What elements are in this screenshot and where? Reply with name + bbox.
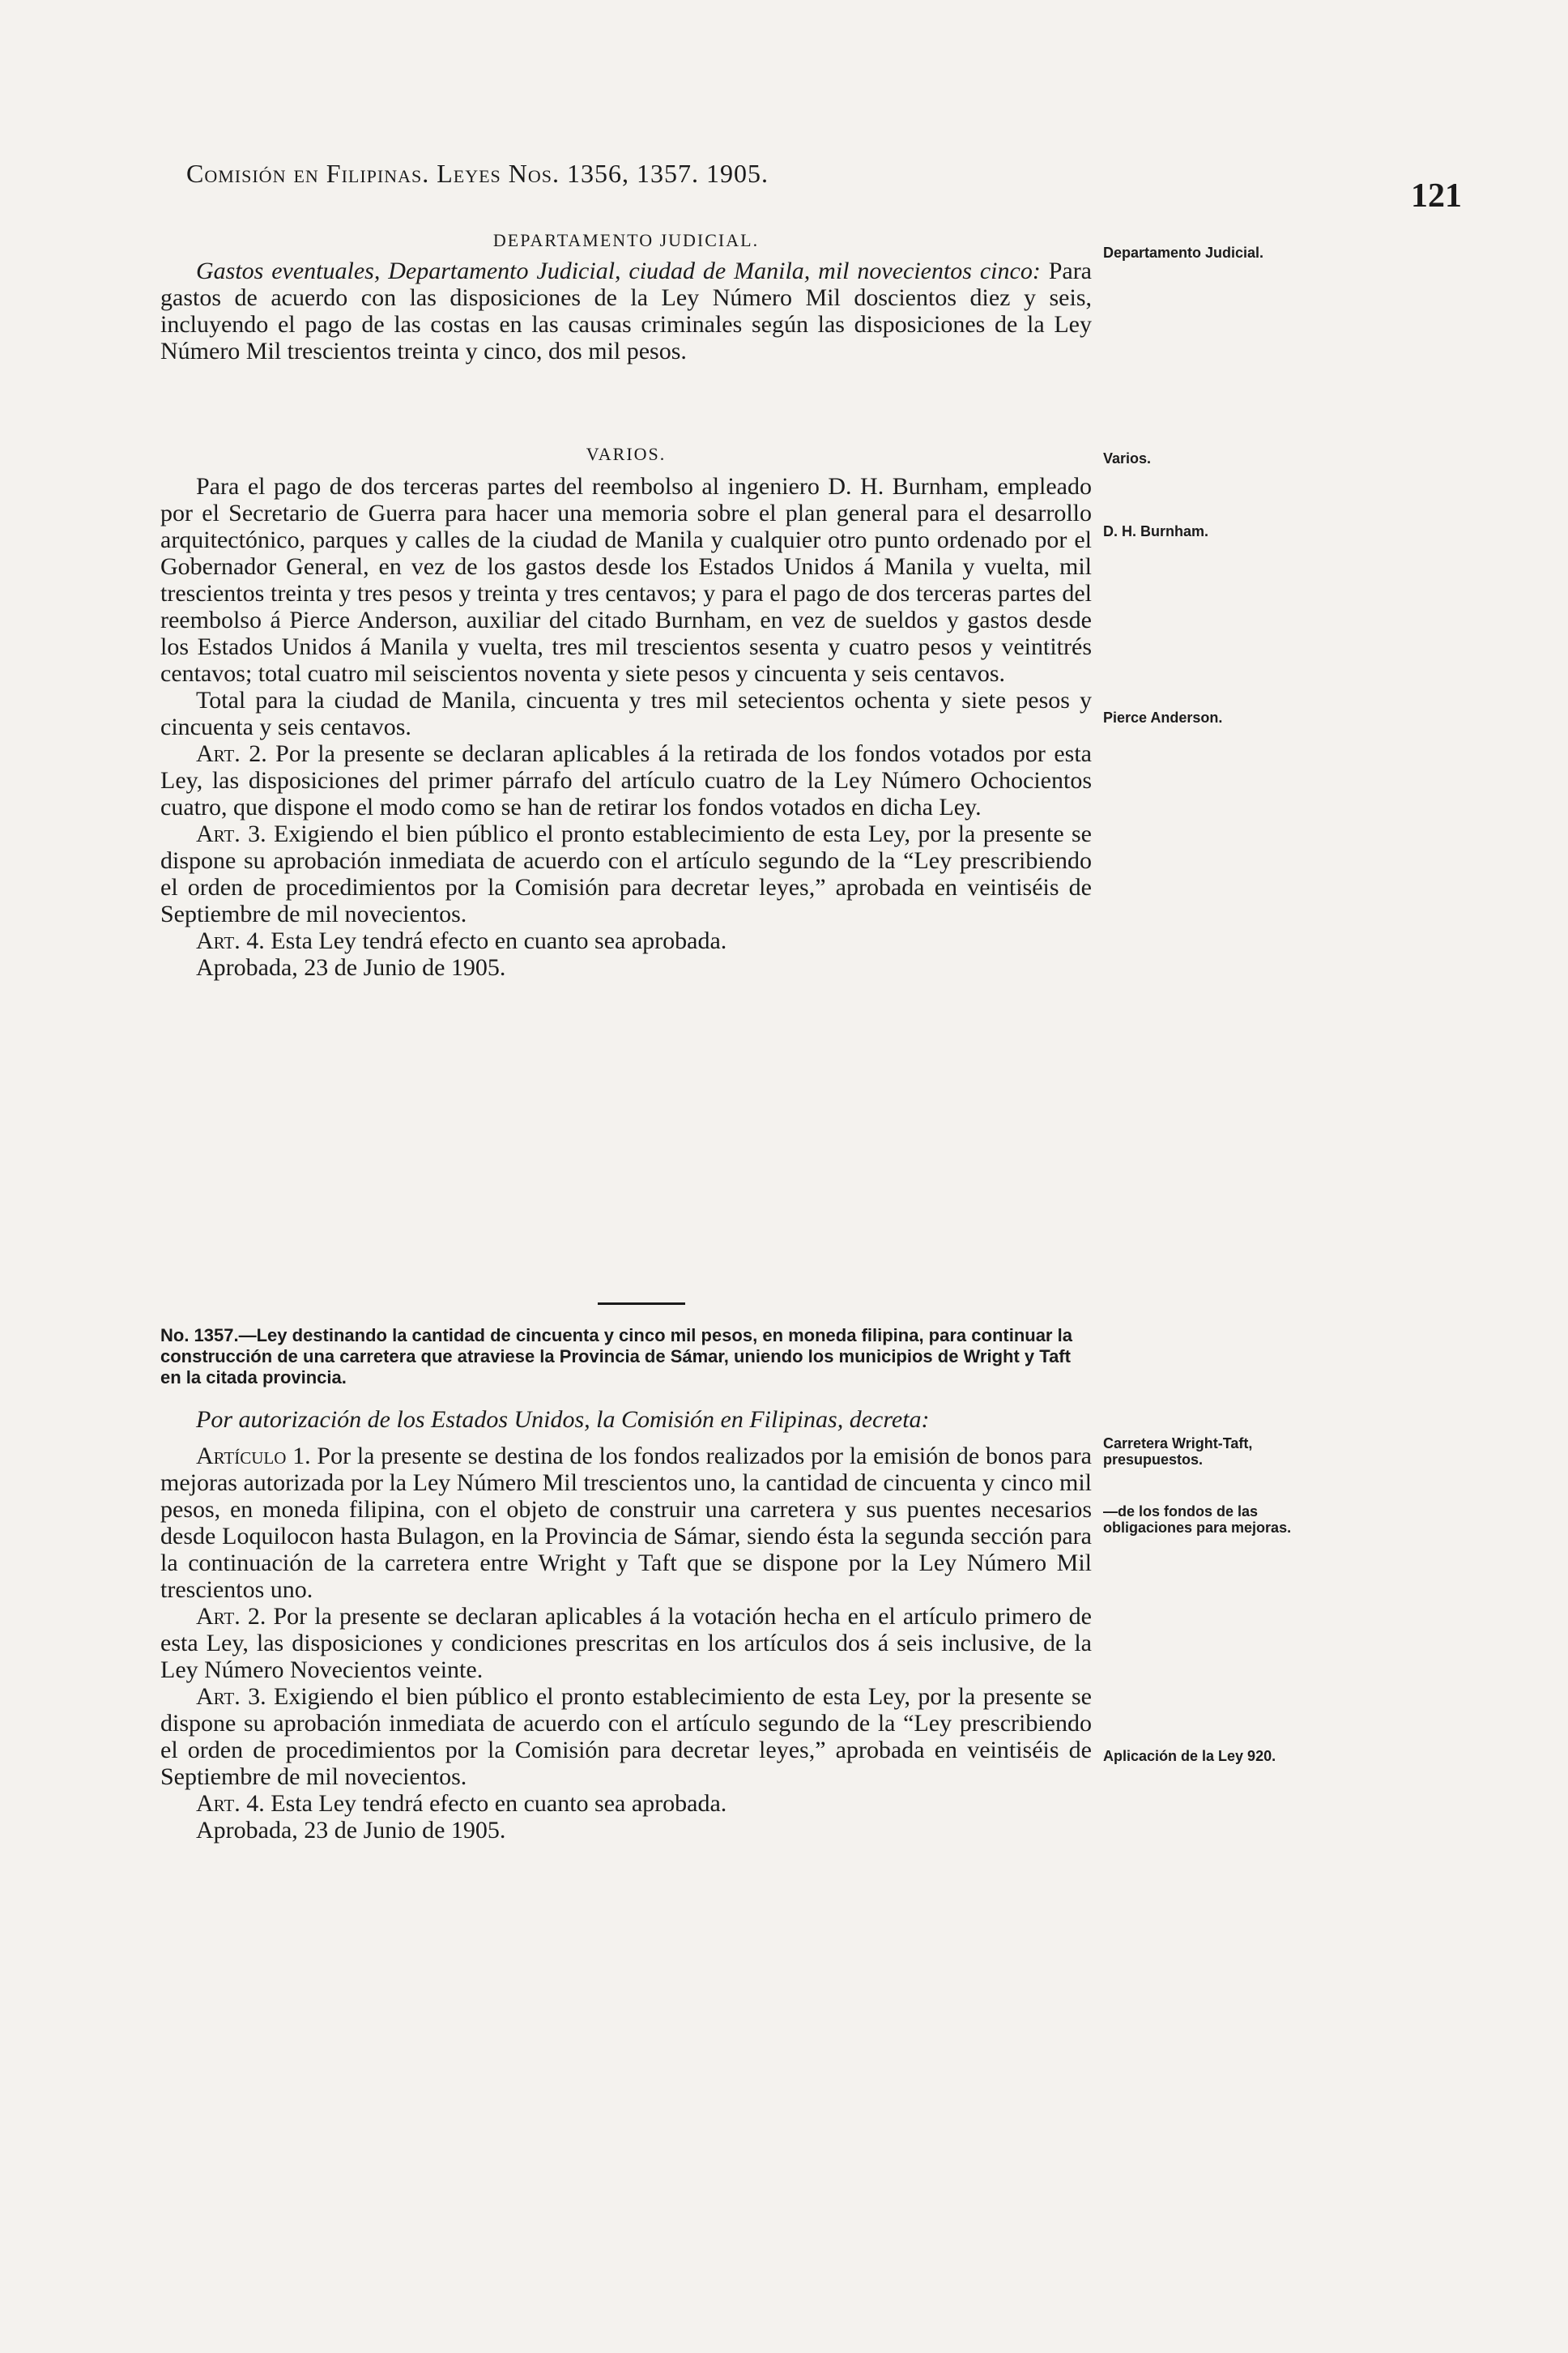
page-number: 121 <box>1411 177 1462 215</box>
article-text: Esta Ley tendrá efecto en cuanto sea aprobada. <box>264 1790 727 1817</box>
article-text: Por la presente se declaran aplicables á la retirada de los fondos votados por esta Ley, las disposiciones del primer párrafo del artículo cuatro de la Ley Número Ochocientos cuatro, que dispone el modo como se han de retirar los fondos votados en dicha Ley. <box>160 740 1092 821</box>
article-label: Art. 3. <box>196 821 266 847</box>
article-label: Art. 2. <box>196 740 267 767</box>
section-heading: VARIOS. <box>586 444 667 464</box>
sidenote-fondos: —de los fondos de las obligaciones para mejoras. <box>1103 1503 1292 1536</box>
article-2 <box>160 740 1092 821</box>
total-paragraph: Total para la ciudad de Manila, cincuenta y tres mil setecientos ochenta y siete pesos y cincuenta y seis centavos. <box>160 687 1092 740</box>
approval-date: Aprobada, 23 de Junio de 1905. <box>196 1817 506 1844</box>
article-text: Por la presente se destina de los fondos realizados por la emisión de bonos para mejoras autorizada por la Ley Número Mil trescientos uno, la cantidad de cincuenta y cinco mil pesos, en moneda filipina, con el objeto de construir una carretera y sus puentes necesarios desde Loquilocon hasta Bulagon, en la Provincia de Sámar, siendo ésta la segunda sección para la continuación de la carretera entre Wright y Taft que se dispone por la Ley Número Mil trescientos uno. <box>160 1443 1092 1603</box>
section-heading: DEPARTAMENTO JUDICIAL. <box>492 230 760 250</box>
article-1 <box>160 1443 1092 1603</box>
varios-paragraph: Para el pago de dos terceras partes del reembolso al ingeniero D. H. Burnham, empleado por el Secretario de Guerra para hacer una memoria sobre el plan general para el desarrollo arquitectónico, parques y calles de la ciudad de Manila y cualquier otro punto ordenado por el Gobernador General, en vez de los gastos desde los Estados Unidos á Manila y vuelta, mil trescientos treinta y tres pesos y treinta y tres centavos; y para el pago de dos terceras partes del reembolso á Pierce Anderson, auxiliar del citado Burnham, en vez de sueldos y gastos desde los Estados Unidos á Manila y vuelta, tres mil trescientos sesenta y cuatro pesos y veintitrés centavos; total cuatro mil seiscientos noventa y siete pesos y cincuenta y seis centavos. <box>160 473 1092 687</box>
sidenote-anderson: Pierce Anderson. <box>1103 710 1223 726</box>
running-header: Comisión en Filipinas. Leyes Nos. 1356, 1357. 1905. <box>186 159 769 188</box>
section-divider <box>598 1302 685 1305</box>
article-text: Exigiendo el bien público el pronto establecimiento de esta Ley, por la presente se dispone su aprobación inmediata de acuerdo con el artículo segundo de la “Ley prescribiendo el orden de procedimientos por la Comisión para decretar leyes,” aprobada en veintiséis de Septiembre de mil novecientos. <box>160 821 1092 927</box>
section-departamento-judicial <box>160 230 1092 364</box>
italic-lead: Gastos eventuales, Departamento Judicial, ciudad de Manila, mil novecientos cinco: <box>196 258 1041 284</box>
article-3 <box>160 821 1092 927</box>
article-label: Art. 4. <box>196 1790 265 1817</box>
section-varios <box>160 444 1092 981</box>
article-label: Art. 3. <box>196 1683 266 1710</box>
article-4 <box>160 927 1092 954</box>
article-label: Art. 2. <box>196 1603 266 1630</box>
sidenote-aplicacion: Aplicación de la Ley 920. <box>1103 1748 1276 1764</box>
article-label: Artículo 1. <box>196 1443 311 1469</box>
article-3 <box>160 1683 1092 1790</box>
paragraph-text: Para gastos de acuerdo con las disposiciones de la Ley Número Mil doscientos diez y seis, incluyendo el pago de las costas en las causas criminales según las disposiciones de la Ley Número Mil trescientos treinta y cinco, dos mil pesos. <box>160 258 1092 364</box>
sidenote-varios: Varios. <box>1103 450 1152 467</box>
article-4 <box>160 1790 1092 1817</box>
law-1357 <box>160 1325 1092 1844</box>
article-label: Art. 4. <box>196 927 265 954</box>
approval-date: Aprobada, 23 de Junio de 1905. <box>196 954 506 981</box>
law-title: No. 1357.—Ley destinando la cantidad de cincuenta y cinco mil pesos, en moneda filipina, para continuar la construcción de una carretera que atraviese la Provincia de Sámar, uniendo los municipios de Wright y Taft en la citada provincia. <box>160 1325 1072 1388</box>
enacting-clause: Por autorización de los Estados Unidos, la Comisión en Filipinas, decreta: <box>196 1406 930 1433</box>
article-text: Esta Ley tendrá efecto en cuanto sea aprobada. <box>264 927 727 954</box>
sidenote-carretera: Carretera Wright-Taft, presupuestos. <box>1103 1435 1253 1468</box>
section-paragraph <box>160 258 1092 364</box>
sidenote-departamento-judicial: Departamento Judicial. <box>1103 245 1264 261</box>
sidenote-burnham: D. H. Burnham. <box>1103 523 1209 539</box>
article-text: Por la presente se declaran aplicables á la votación hecha en el artículo primero de esta Ley, las disposiciones y condiciones prescritas en los artículos dos á seis inclusive, de la Ley Número Novecientos veinte. <box>160 1603 1092 1683</box>
article-2 <box>160 1603 1092 1683</box>
article-text: Exigiendo el bien público el pronto establecimiento de esta Ley, por la presente se dispone su aprobación inmediata de acuerdo con el artículo segundo de la “Ley prescribiendo el orden de procedimientos por la Comisión para decretar leyes,” aprobada en veintiséis de Septiembre de mil novecientos. <box>160 1683 1092 1790</box>
